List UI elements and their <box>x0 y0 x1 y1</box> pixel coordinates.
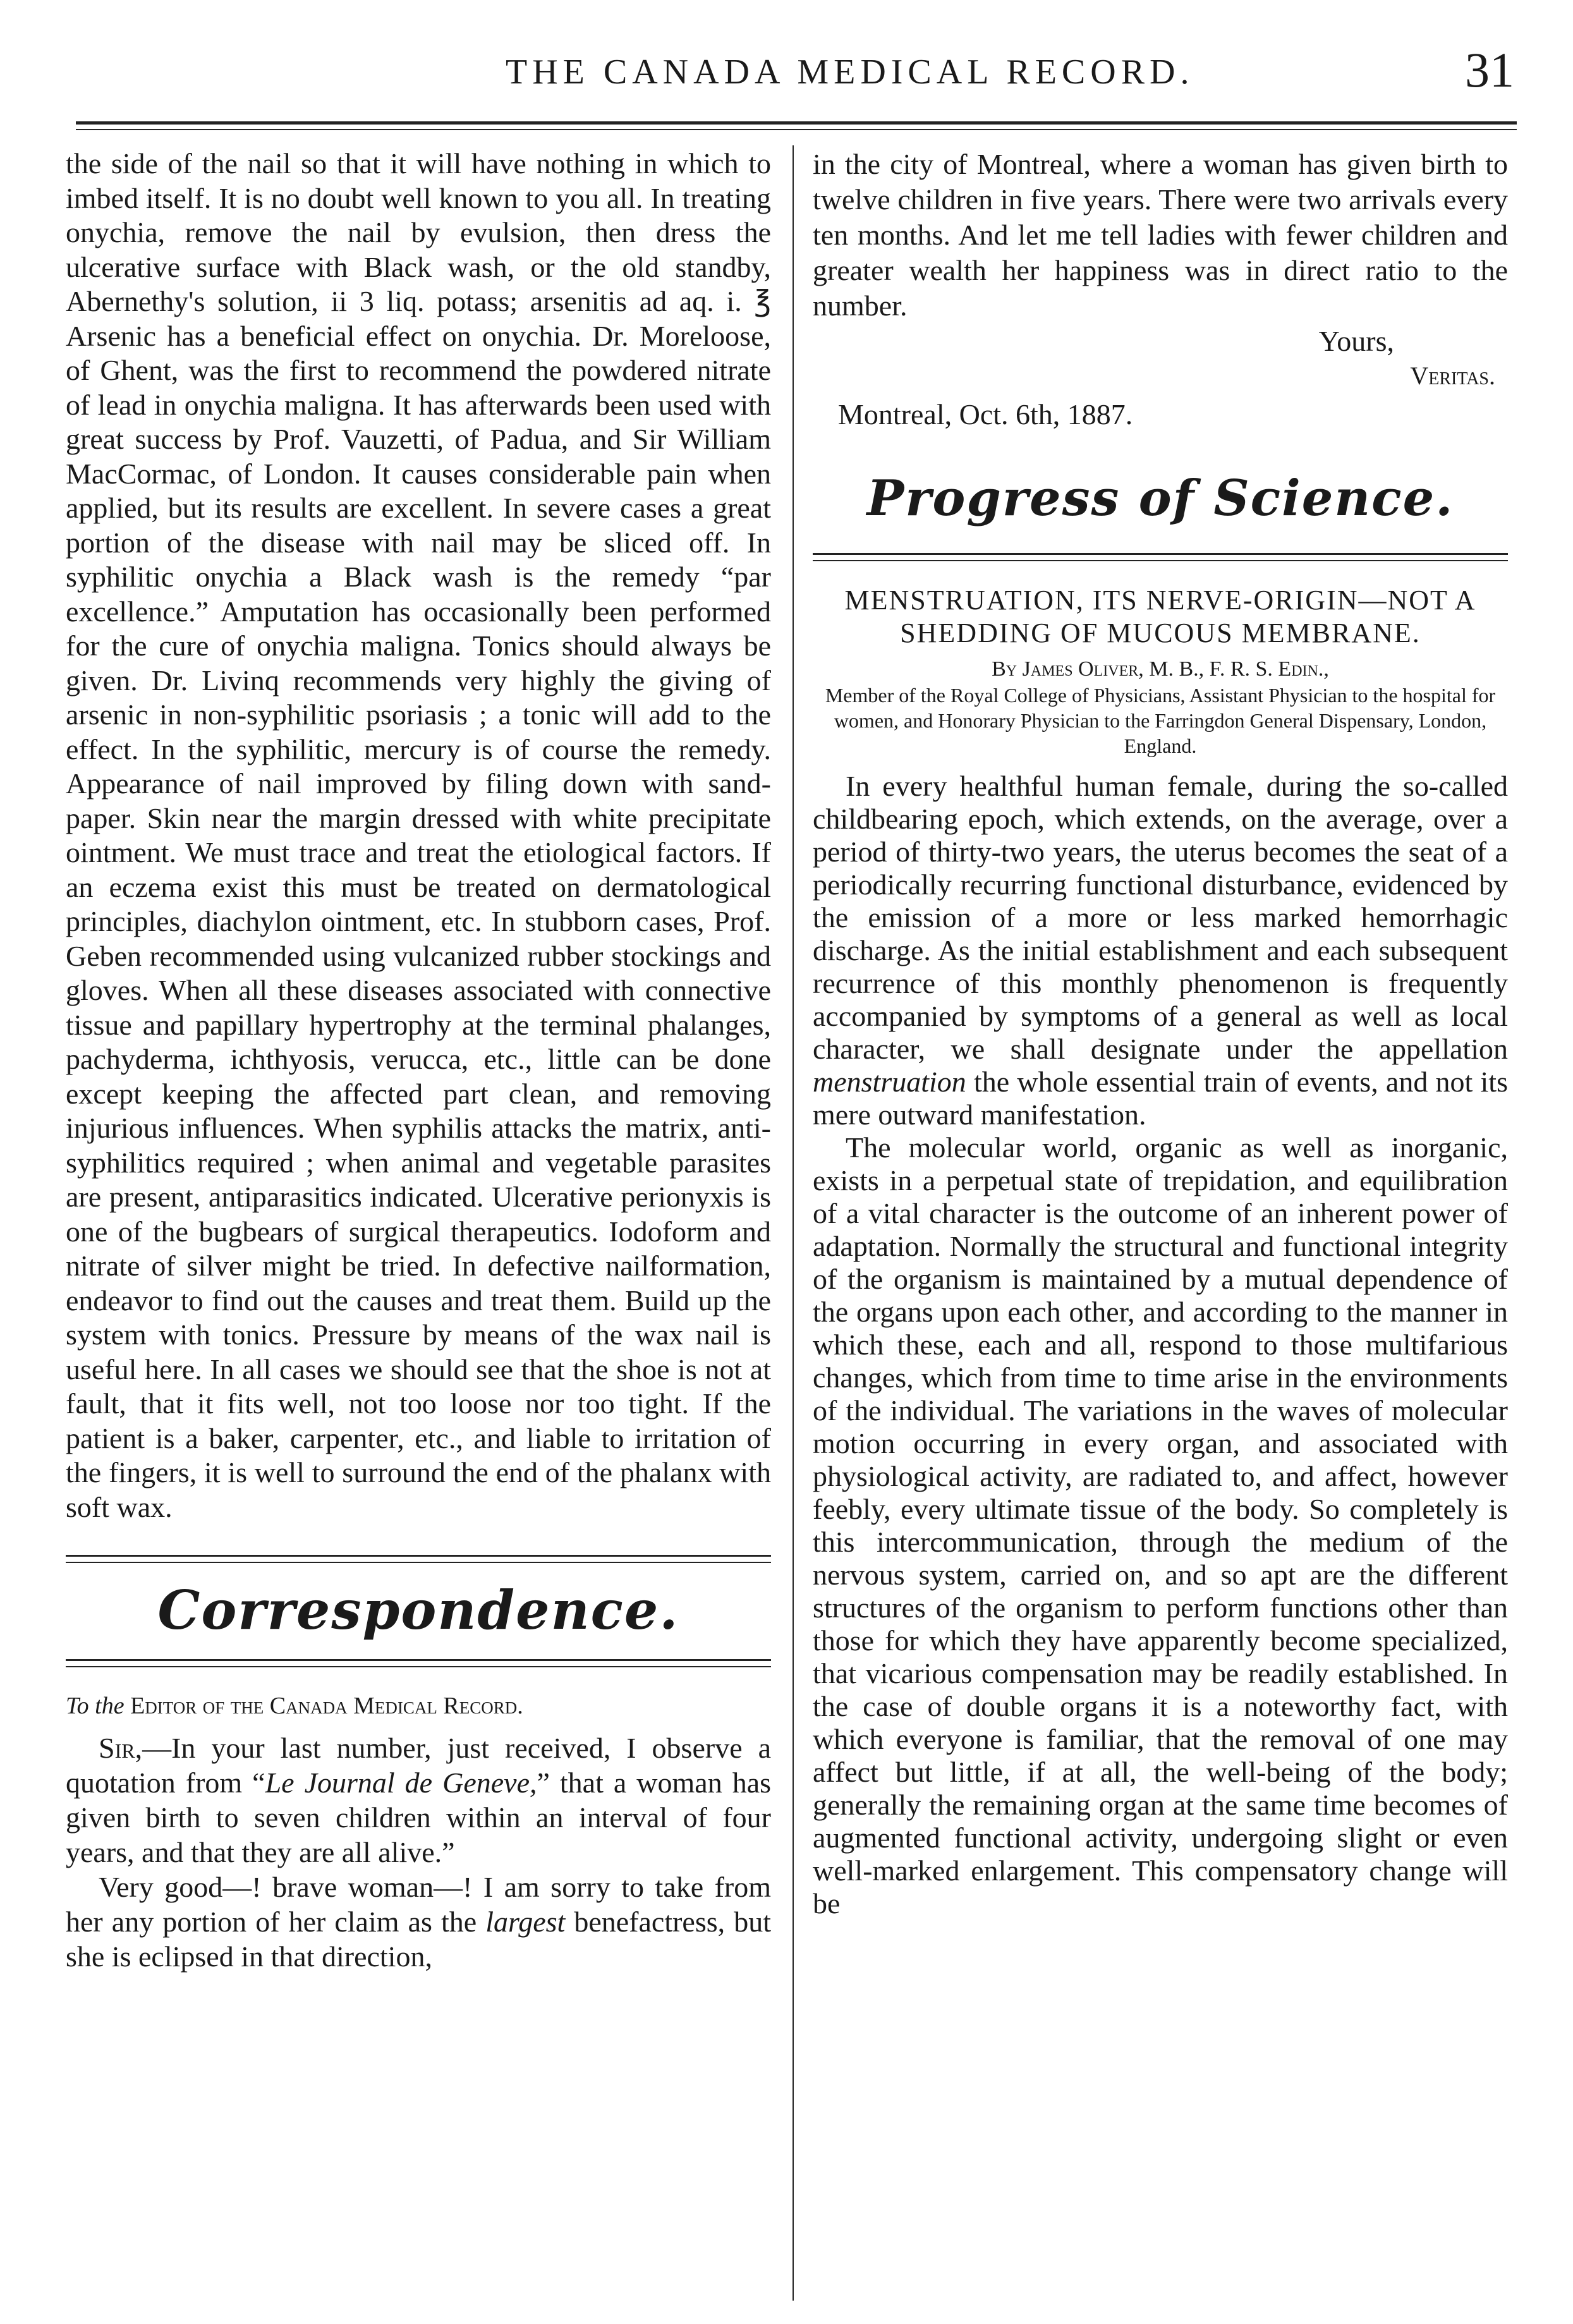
article-title: MENSTRUATION, ITS NERVE-ORIGIN—NOT A SHEDDING OF MUCOUS MEMBRANE. <box>844 585 1476 648</box>
article-byline: By James Oliver, M. B., F. R. S. Edin., <box>992 657 1329 681</box>
letter-signature: Veritas. <box>1410 362 1495 390</box>
article-paragraph-1 <box>813 770 1508 1131</box>
letter-address-text: Editor of the Canada Medical Record. <box>130 1693 523 1719</box>
right-column <box>813 147 1508 1920</box>
letter-para1-a: —In your last number, just received, I observe a quotation from “ <box>66 1732 771 1799</box>
section-rule-bottom <box>66 1659 771 1667</box>
page-header <box>0 39 1573 102</box>
article-paragraph-2: The molecular world, organic as well as inorganic, exists in a perpetual state of trepidation, and equilibration of a vital character is the outcome of an inherent power of adaptation. Normally the structural and functional integrity of the organism is maintained by a mutual dependence of the organs upon each other, and according to the manner in which these, each and all, respond to those multifarious changes, which from time to time arise in the environments of the individual. The variations in the waves of molecular motion occurring in every organ, and associated with physiological activity, are radiated to, and affect, however feebly, every ultimate tissue of the body. So completely is this intercommunication, through the medium of the nervous system, carried on, and so apt are the different structures of the organism to perform functions other than those for which they have apparently become specialized, that vicarious compensation may be readily established. In the case of double organs it is a noteworthy fact, with which everyone is familiar, that the removal of one may affect but little, if at all, the well-being of the body; generally the remaining organ at the same time becomes of augmented functional activity, undergoing slight or even well-marked enlargement. This compensatory change will be <box>813 1131 1508 1919</box>
letter-para2-a: Very good—! brave woman—! I am sorry to take from her any portion of her claim as the <box>66 1871 771 1938</box>
science-rule <box>813 553 1508 561</box>
letter-dateline: Montreal, Oct. 6th, 1887. <box>838 398 1133 430</box>
letter-closing: Yours, <box>1318 325 1394 357</box>
section-heading-correspondence: Correspondence. <box>157 1579 679 1641</box>
section-rule-top <box>66 1555 771 1563</box>
column-divider <box>793 145 794 2301</box>
article-para1-a: In every healthful human female, during the so-called childbearing epoch, which extends, on the average, over a period of thirty-two years, the uterus becomes the seat of a periodically recurring functional disturbance, evidenced by the emission of a more or less marked hemorrhagic discharge. As the initial establishment and each subsequent recurrence of this monthly phenomenon is frequently accompanied by symptoms of a general as well as local character, we shall designate under the appellation <box>813 770 1508 1065</box>
page-number: 31 <box>1465 42 1514 97</box>
article-para1-italic: menstruation <box>813 1066 966 1098</box>
science-heading: Progress of Science. <box>866 470 1454 527</box>
letter-para1-italic: Le Journal de Geneve, <box>265 1767 537 1799</box>
letter-para2-b: benefactress, but she is eclipsed in that direction, <box>66 1906 771 1973</box>
letter-salutation: Sir, <box>99 1732 143 1764</box>
header-rule-thin <box>76 129 1517 130</box>
article-affiliation: Member of the Royal College of Physicians, Assistant Physician to the hospital for women, and Honorary Physician to the Farringdon General Dispensary, London, England. <box>825 684 1496 757</box>
header-rule-thick <box>76 121 1517 125</box>
letter-paragraph-1 <box>66 1731 771 1870</box>
letter-address <box>66 1690 771 1722</box>
letter-para2-italic: largest <box>485 1906 566 1938</box>
letter-para1-b: ” that a woman has given birth to seven children within an interval of four years, and that they are all alive.” <box>66 1767 772 1868</box>
letter-address-prefix: To the <box>66 1693 125 1719</box>
letter-paragraph-2 <box>66 1870 771 1974</box>
letter-continued: in the city of Montreal, where a woman has given birth to twelve children in five years. There were two arrivals every ten months. And let me tell ladies with fewer children and greater wealth her happiness was in direct ratio to the number. <box>813 148 1508 322</box>
left-column <box>66 147 771 1974</box>
running-head: THE CANADA MEDICAL RECORD. <box>506 52 1194 92</box>
article-text-continued: the side of the nail so that it will have nothing in which to imbed itself. It is no doubt well known to you all. In treating onychia, remove the nail by evulsion, then dress the ulcerative surface with Black wash, or the old standby, Abernethy's solution, ii 3 liq. potass; arsenitis ad aq. i. ℥ Arsenic has a beneficial effect on onychia. Dr. Moreloose, of Ghent, was the first to recommend the powdered nitrate of lead in onychia maligna. It has afterwards been used with great success by Prof. Vauzetti, of Padua, and Sir William MacCormac, of London. It causes considerable pain when applied, but its results are excellent. In severe cases a great portion of the disease with nail may be sliced off. In syphilitic onychia a Black wash is the remedy “par excellence.” Amputation has occasionally been performed for the cure of onychia maligna. Tonics should always be given. Dr. Livinq recommends very highly the giving of arsenic in non-syphilitic psoriasis ; a tonic will add to the effect. In the syphilitic, mercury is of course the remedy. Appearance of nail improved by filing down with sand-paper. Skin near the margin dressed with white precipitate ointment. We must trace and treat the etiological factors. If an eczema exist this must be treated on dermatological principles, diachylon ointment, etc. In stubborn cases, Prof. Geben recommended using vulcanized rubber stockings and gloves. When all these diseases associated with connective tissue and papillary hypertrophy at the terminal phalanges, pachyderma, ichthyosis, verucca, etc., little can be done except keeping the affected part clean, and removing injurious influences. When syphilis attacks the matrix, anti-syphilitics required ; when animal and vegetable parasites are present, antiparasitics indicated. Ulcerative perionyxis is one of the bugbears of surgical therapeutics. Iodoform and nitrate of silver might be tried. In defective nailformation, endeavor to find out the causes and treat them. Build up the system with tonics. Pressure by means of the wax nail is useful here. In all cases we should see that the shoe is not at fault, that it fits well, not too loose nor too tight. If the patient is a baker, carpenter, etc., and liable to irritation of the fingers, it is well to surround the end of the phalanx with soft wax. <box>66 147 771 1523</box>
article-para1-b: the whole essential train of events, and not its mere outward manifestation. <box>813 1066 1508 1131</box>
